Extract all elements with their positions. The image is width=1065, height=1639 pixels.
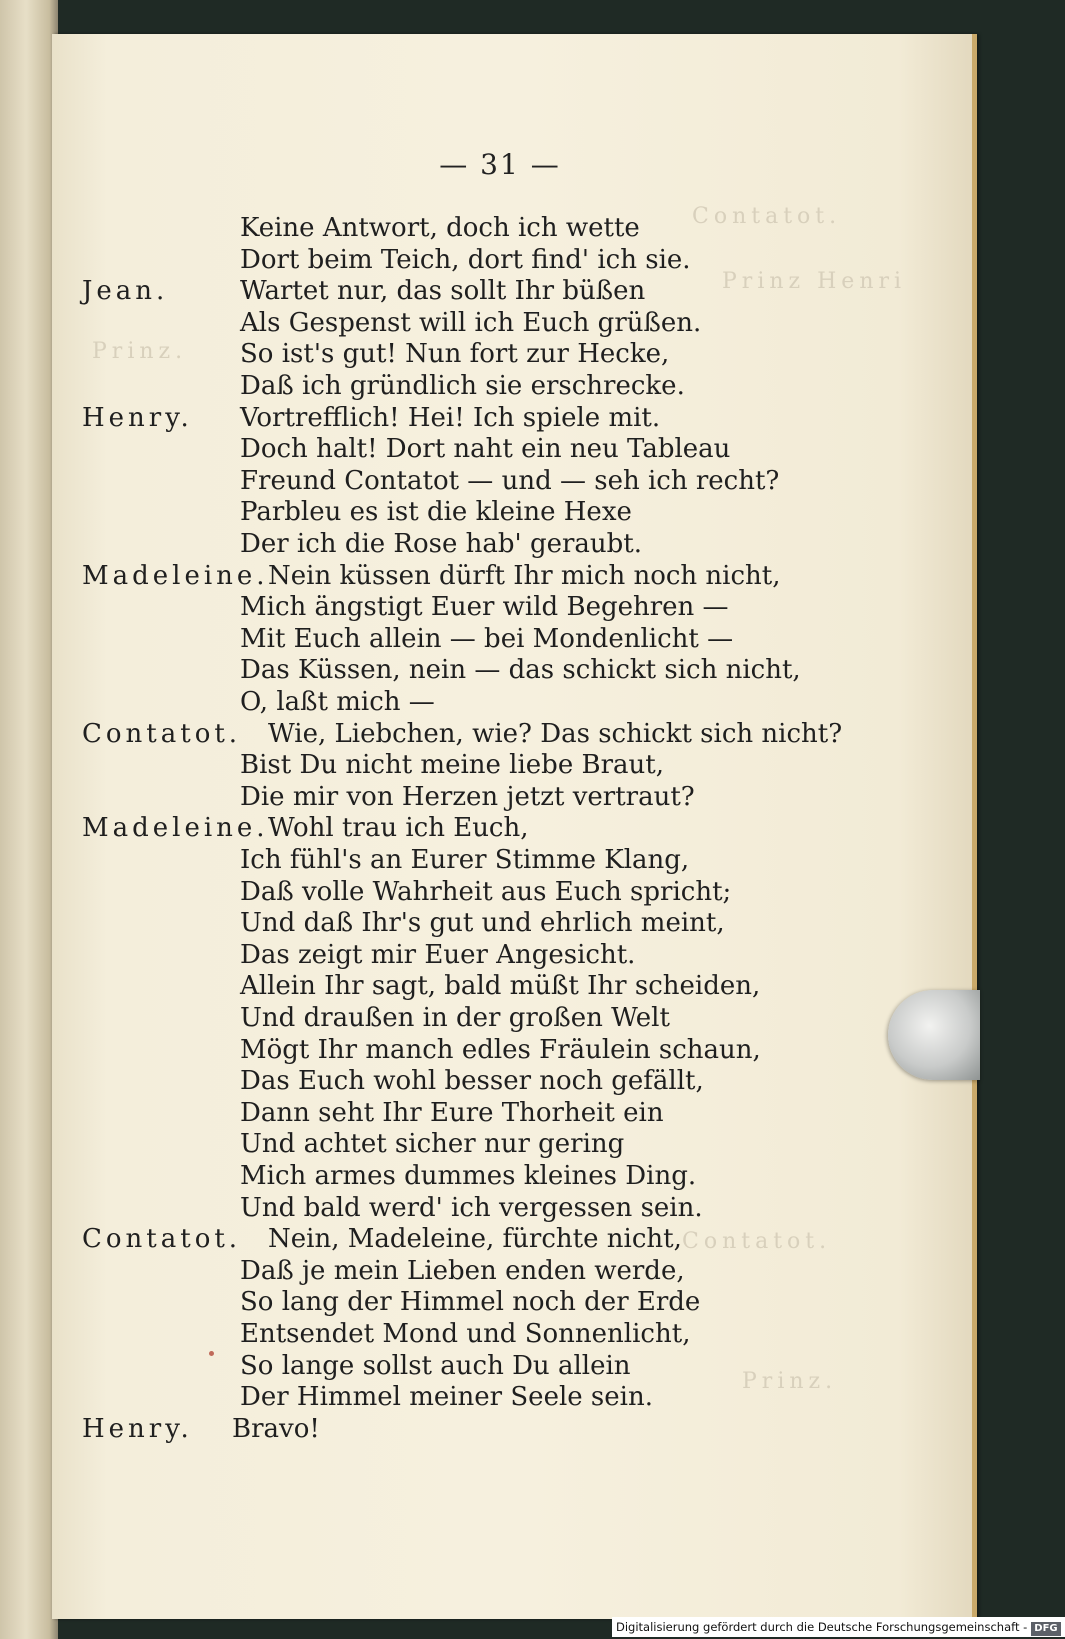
- verse-text-line: Wartet nur, das sollt Ihr büßen: [240, 276, 646, 307]
- verse-text-line: Wie, Liebchen, wie? Das schickt sich nicht?: [268, 718, 843, 749]
- verse-line: [0, 1128, 1000, 1160]
- verse-text-line: Als Gespenst will ich Euch grüßen.: [240, 307, 702, 338]
- verse-line: [0, 876, 1000, 908]
- verse-text-line: Ich fühl's an Eurer Stimme Klang,: [240, 845, 690, 875]
- verse-line: [0, 338, 1000, 370]
- verse-line: [0, 939, 1000, 971]
- verse-line: [0, 1065, 1000, 1097]
- speaker-name: Henry.: [82, 1413, 193, 1444]
- verse-text-line: Daß volle Wahrheit aus Euch spricht;: [240, 876, 732, 907]
- speaker-name: Contatot.: [82, 718, 242, 749]
- verse-line: [0, 812, 1000, 844]
- verse-text-line: So ist's gut! Nun fort zur Hecke,: [240, 339, 670, 370]
- verse-text-line: Das Euch wohl besser noch gefällt,: [240, 1066, 704, 1097]
- verse-line: [0, 244, 1000, 276]
- verse-line: [0, 1413, 1000, 1445]
- verse-text-line: Nein, Madeleine, fürchte nicht,: [268, 1224, 682, 1255]
- verse-text-line: Nein küssen dürft Ihr mich noch nicht,: [268, 560, 781, 591]
- bleed-through-text: Prinz.: [92, 339, 188, 364]
- verse-line: [0, 465, 1000, 497]
- verse-line: [0, 1034, 1000, 1066]
- speaker-name: Contatot.: [82, 1224, 242, 1255]
- verse-text-line: Das Küssen, nein — das schickt sich nicht,: [240, 655, 801, 686]
- verse-line: [0, 1097, 1000, 1129]
- verse-text-line: Entsendet Mond und Sonnenlicht,: [240, 1319, 691, 1349]
- verse-line: [0, 433, 1000, 465]
- verse-line: [0, 844, 1000, 876]
- verse-text-line: Und draußen in der großen Welt: [240, 1003, 670, 1033]
- footer-credit: [612, 1617, 1065, 1637]
- verse-line: [0, 686, 1000, 718]
- verse-text-line: Und daß Ihr's gut und ehrlich meint,: [240, 908, 725, 939]
- margin-mark: [209, 1351, 214, 1356]
- verse-line: [0, 970, 1000, 1002]
- verse-line: [0, 1160, 1000, 1192]
- verse-text-line: Allein Ihr sagt, bald müßt Ihr scheiden,: [240, 971, 761, 1002]
- verse-line: [0, 654, 1000, 686]
- verse-line: [0, 623, 1000, 655]
- verse-text-line: Der Himmel meiner Seele sein.: [240, 1382, 653, 1413]
- verse-text-line: So lang der Himmel noch der Erde: [240, 1287, 701, 1318]
- bleed-through-text: Contatot.: [692, 204, 842, 229]
- verse-text-line: Das zeigt mir Euer Angesicht.: [240, 939, 636, 970]
- verse-text-line: Mich ängstigt Euer wild Begehren —: [240, 592, 729, 623]
- verse-text-line: Mögt Ihr manch edles Fräulein schaun,: [240, 1034, 761, 1065]
- verse-line: [0, 1286, 1000, 1318]
- verse-line: [0, 275, 1000, 307]
- verse-text-line: So lange sollst auch Du allein: [240, 1350, 631, 1381]
- verse-text-line: Mich armes dummes kleines Ding.: [240, 1161, 697, 1191]
- dfg-logo: DFG: [1031, 1622, 1060, 1636]
- speaker-name: Henry.: [82, 402, 193, 433]
- verse-text-line: Daß je mein Lieben enden werde,: [240, 1255, 685, 1286]
- verse-line: [0, 1192, 1000, 1224]
- verse-text-line: Wohl trau ich Euch,: [268, 813, 529, 844]
- verse-line: [0, 1381, 1000, 1413]
- verse-text-line: Dort beim Teich, dort find' ich sie.: [240, 244, 691, 275]
- verse-text-line: Daß ich gründlich sie erschrecke.: [240, 371, 685, 401]
- verse-line: [0, 1255, 1000, 1287]
- verse-line: [0, 1002, 1000, 1034]
- speaker-name: Madeleine.: [82, 813, 269, 844]
- verse-text-line: Freund Contatot — und — seh ich recht?: [240, 465, 780, 496]
- verse-text-line: Die mir von Herzen jetzt vertraut?: [240, 781, 695, 812]
- page-number: — 31 —: [439, 148, 561, 181]
- speaker-name: Madeleine.: [82, 560, 269, 591]
- verse-line: [0, 749, 1000, 781]
- verse-line: [0, 402, 1000, 434]
- verse-text-line: Der ich die Rose hab' geraubt.: [240, 529, 643, 559]
- verse-text-line: Parbleu es ist die kleine Hexe: [240, 497, 632, 528]
- verse-text-line: Doch halt! Dort naht ein neu Tableau: [240, 434, 731, 465]
- verse-line: [0, 1223, 1000, 1255]
- verse-text-line: Dann seht Ihr Eure Thorheit ein: [240, 1097, 664, 1128]
- verse-line: [0, 370, 1000, 402]
- verse-text-line: Und bald werd' ich vergessen sein.: [240, 1192, 703, 1223]
- bleed-through-text: Contatot.: [682, 1229, 832, 1254]
- verse-text-line: Bravo!: [232, 1413, 320, 1444]
- speaker-name: Jean.: [82, 276, 169, 307]
- verse-text-line: Und achtet sicher nur gering: [240, 1129, 625, 1160]
- verse-line: [0, 307, 1000, 339]
- verse-line: [0, 591, 1000, 623]
- verse-text-line: Bist Du nicht meine liebe Braut,: [240, 750, 664, 781]
- verse-line: [0, 528, 1000, 560]
- bleed-through-text: Prinz.: [742, 1369, 838, 1394]
- verse-line: [0, 781, 1000, 813]
- verse-line: [0, 1318, 1000, 1350]
- verse-text-line: Mit Euch allein — bei Mondenlicht —: [240, 623, 734, 654]
- verse-line: [0, 907, 1000, 939]
- verse-line: [0, 560, 1000, 592]
- verse-line: [0, 1350, 1000, 1382]
- verse-line: [0, 212, 1000, 244]
- verse-line: [0, 718, 1000, 750]
- verse-text-line: Keine Antwort, doch ich wette: [240, 213, 640, 243]
- verse-line: [0, 496, 1000, 528]
- bleed-through-text: Prinz Henri: [722, 269, 907, 294]
- verse-text-line: Vortrefflich! Hei! Ich spiele mit.: [240, 402, 661, 433]
- verse-text-line: O, laßt mich —: [240, 687, 435, 717]
- footer-credit-text: Digitalisierung gefördert durch die Deutsche Forschungsgemeinschaft -: [616, 1620, 1028, 1634]
